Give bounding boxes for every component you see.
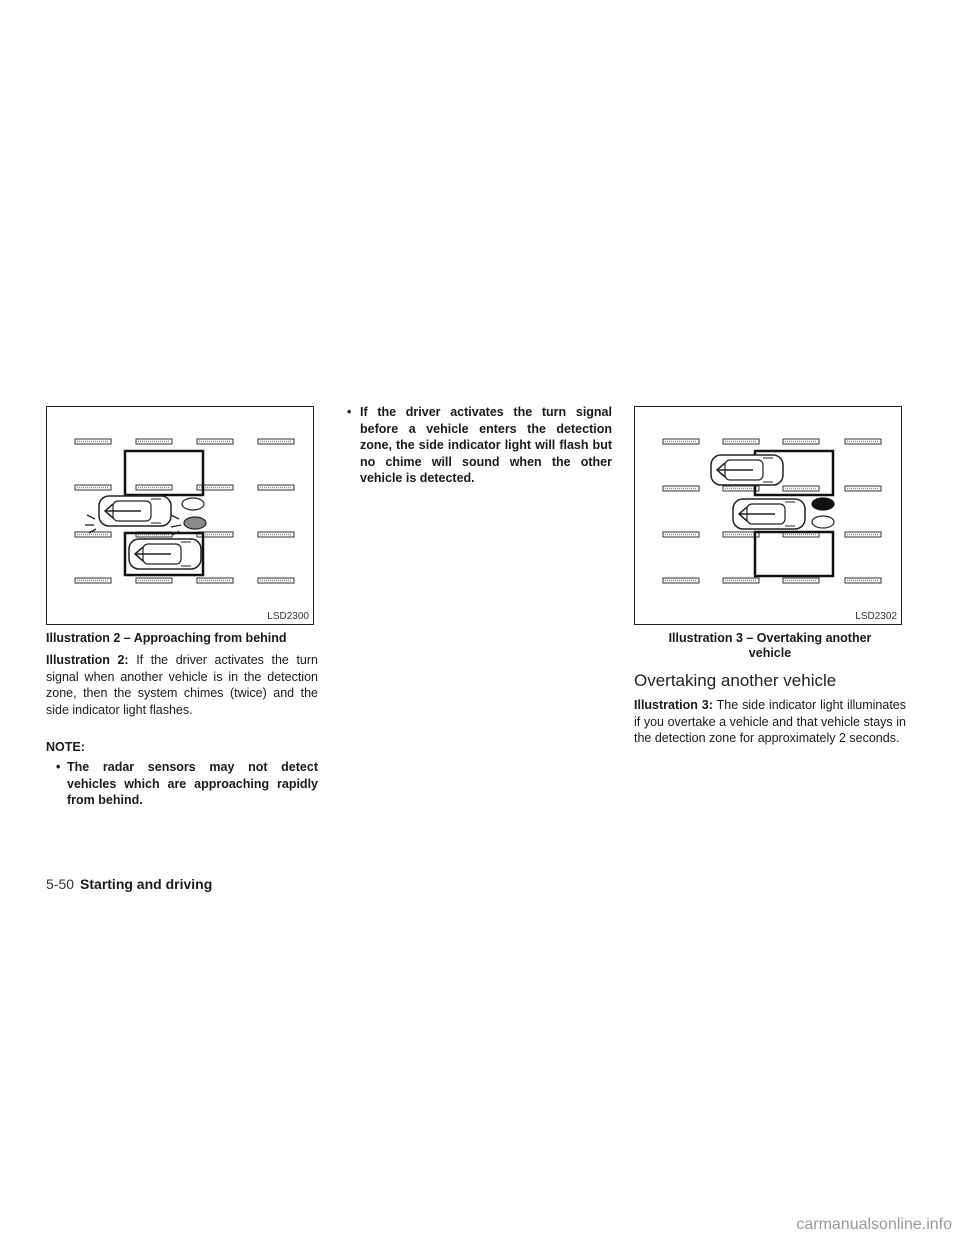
column-right — [634, 406, 906, 747]
vehicle-icon — [711, 455, 783, 485]
page-number: 5-50 — [46, 876, 75, 892]
page-footer — [46, 876, 212, 892]
section-name: Starting and driving — [80, 876, 213, 892]
paragraph-text: If the driver activates the turn signal when another vehicle is in the detection zone, then the system chimes (twice) and the side indicator light flashes. — [46, 653, 318, 717]
figure-caption: Illustration 3 – Overtaking another vehicle — [668, 631, 872, 660]
paragraph-lead: Illustration 3: — [634, 698, 713, 712]
body-paragraph — [46, 652, 318, 718]
indicator-light-on — [812, 498, 834, 510]
vehicle-icon — [733, 499, 805, 529]
illustration-2-figure — [46, 406, 314, 625]
turn-signal-flash — [171, 525, 181, 527]
paragraph-lead: Illustration 2: — [46, 653, 129, 667]
note-heading: NOTE: — [46, 740, 85, 754]
figure-code: LSD2302 — [855, 611, 897, 622]
note-bullet — [46, 759, 318, 809]
indicator-light-off — [812, 516, 834, 528]
bullet-text: If the driver activates the turn signal before a vehicle enters the detection zone, the side indicator light will flash but no chime will sound when the other vehicle is detected. — [360, 405, 612, 485]
illustration-3-diagram — [635, 407, 901, 624]
bullet-dot: • — [56, 760, 61, 774]
body-paragraph — [634, 697, 906, 747]
illustration-2-diagram — [47, 407, 313, 624]
paragraph-text: The side indicator light illuminates if you overtake a vehicle and that vehicle stays in the detection zone for approximately 2 seconds. — [634, 698, 907, 745]
vehicle-icon — [99, 496, 171, 526]
turn-signal-flash — [87, 515, 95, 519]
bullet-dot: • — [347, 405, 352, 419]
column-left — [46, 406, 318, 809]
section-heading: Overtaking another vehicle — [634, 671, 837, 690]
indicator-light-on — [184, 517, 206, 529]
vehicle-icon — [129, 539, 201, 569]
note-bullet — [340, 404, 612, 487]
watermark: carmanualsonline.info — [796, 1216, 952, 1233]
detection-zone — [755, 532, 833, 576]
column-middle — [340, 404, 612, 487]
illustration-3-figure — [634, 406, 902, 625]
figure-code: LSD2300 — [267, 611, 309, 622]
turn-signal-flash — [171, 515, 179, 519]
figure-caption: Illustration 2 – Approaching from behind — [46, 631, 287, 645]
bullet-text: The radar sensors may not detect vehicles which are approaching rapidly from behind. — [67, 760, 318, 807]
indicator-light-off — [182, 498, 204, 510]
